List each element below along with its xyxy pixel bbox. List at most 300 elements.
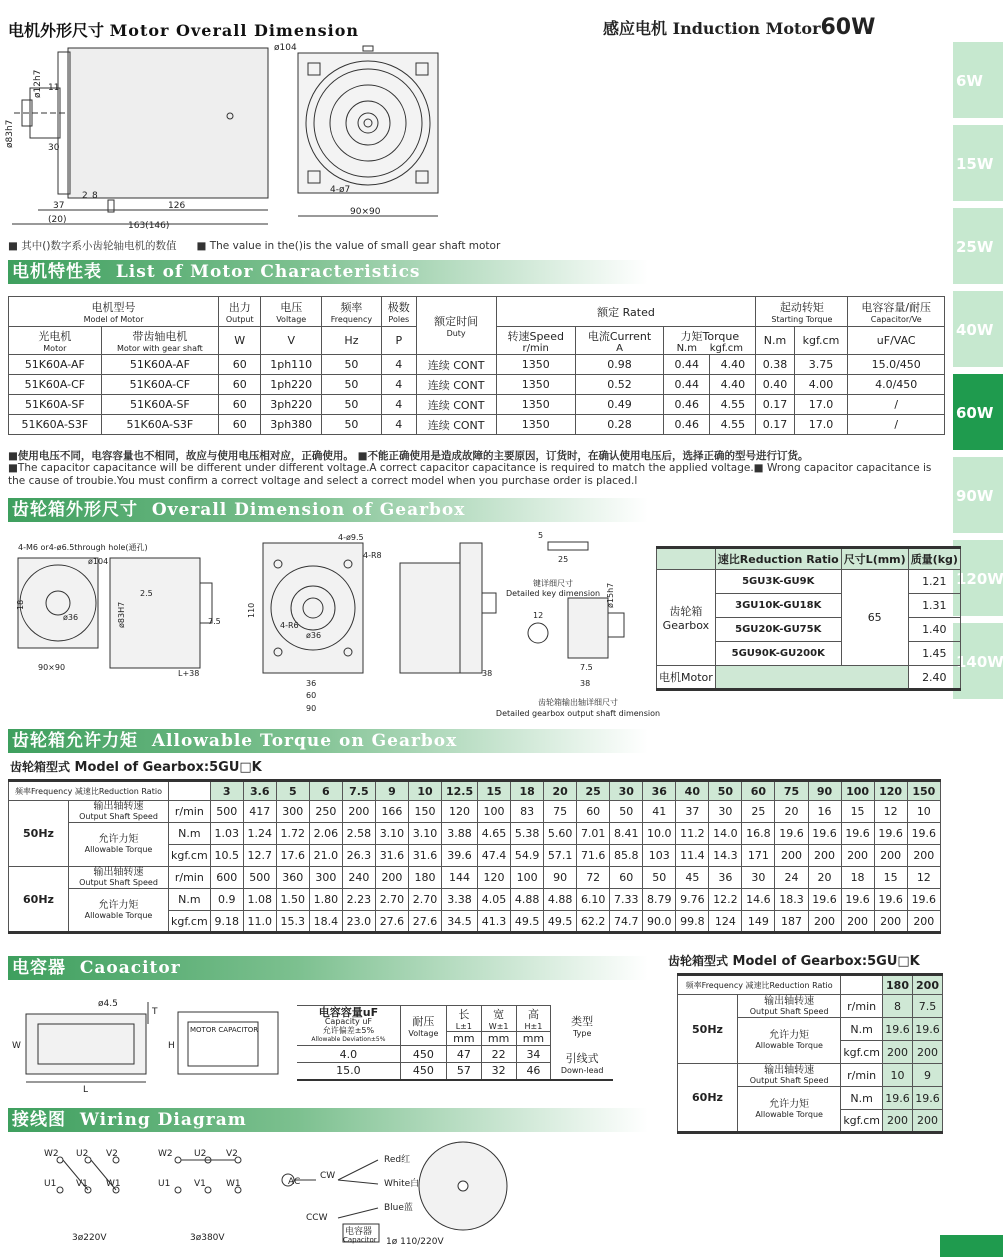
svg-text:5: 5 (538, 531, 544, 540)
char-note-cn: ■使用电压不同，电容容量也不相同，故应与使用电压相对应，正确使用。 ■不能正确使用是造成故障的主要原因，订货时，在确认使用电压后，选择正确的型号进行订货。 (8, 450, 809, 462)
char-table-cell: 1ph220 (261, 375, 322, 395)
char-table-cell: 4 (381, 415, 416, 435)
torque-cell: 200 (342, 801, 375, 823)
char-table-cell: 51K60A-AF (9, 355, 102, 375)
torque-cell (169, 781, 211, 801)
torque-cell: 18 (511, 781, 544, 801)
page-title: 电机外形尺寸 Motor Overall Dimension (8, 21, 360, 40)
torque-cell: 10 (408, 781, 441, 801)
torque-cell: 500 (210, 801, 243, 823)
torque-cell: 31.6 (408, 845, 441, 867)
dim-label: ø104 (274, 43, 297, 53)
torque-cell: 600 (210, 867, 243, 889)
torque-cell: 9 (375, 781, 408, 801)
torque-model-title: 齿轮箱型式 Model of Gearbox:5GU□K (10, 760, 262, 775)
torque-cell: 23.0 (342, 911, 375, 933)
torque-cell: 83 (511, 801, 544, 823)
torque-cell: 19.6 (775, 823, 808, 845)
torque-cell: 12.2 (709, 889, 742, 911)
char-table-cell: 51K60A-SF (9, 395, 102, 415)
char-table-cell: 1350 (496, 355, 575, 375)
torque-cell: r/min (169, 867, 211, 889)
th-cap-w: 宽 W±1 (481, 1006, 516, 1032)
torque-cell: 75 (775, 781, 808, 801)
char-table-cell: 3ph380 (261, 415, 322, 435)
svg-text:U1: U1 (44, 1179, 57, 1189)
motor-characteristics-table: 电机型号 Model of Motor 出力 Output 电压 Voltage 频率 Frequency 极数 Poles 额定时间 Duty 额定 Rated 起动转矩 Starting Torque 电容容量/耐压 Capacitor/Ve 光电机 Motor 带齿轴电机 Motor with gear shaft W V Hz P 转速Speed r/min 电流Current A 力矩Torque N.m kgf.cm N.m kgf.cm uF/VAC 51K60A-AF 51K60A-AF 60 1ph110 50 4 连续 CONT 1350 0.98 0.44 4.40 0.38 3.75 15.0/450 51K60A-CF 51K60A-CF 60 1ph220 50 4 连续 CONT 1350 0.52 0.44 4.40 0.40 4.00 4.0/450 51K60A-SF 51K60A-SF 60 3ph220 50 4 连续 CONT 1350 0.49 0.46 4.55 0.17 17.0 / 51K60A-S3F 51K60A-S3F 60 3ph380 50 4 连续 CONT 1350 0.28 0.46 4.55 0.17 17.0 / (8, 296, 945, 435)
svg-text:4-R6: 4-R6 (280, 621, 299, 630)
tab-25w[interactable]: 25W (953, 208, 1003, 284)
svg-text:ø36: ø36 (306, 631, 322, 640)
char-table-cell: 50 (322, 355, 382, 375)
torque-cell: 19.6 (874, 889, 907, 911)
torque-cell: 120 (874, 781, 907, 801)
torque-cell: 2.06 (309, 823, 342, 845)
torque-cell: 120 (478, 867, 511, 889)
dim-label: 2 (82, 191, 88, 201)
torque-cell: 49.5 (511, 911, 544, 933)
char-table-cell: 4 (381, 355, 416, 375)
char-table-cell: 0.46 (664, 395, 710, 415)
char-table-cell: 4.40 (710, 355, 756, 375)
char-table-cell: 17.0 (794, 415, 848, 435)
motor-type-title: 感应电机 Induction Motor60W (603, 15, 876, 40)
svg-text:W2: W2 (44, 1149, 59, 1159)
torque-cell: 19.6 (808, 889, 841, 911)
torque-cell: 180 (408, 867, 441, 889)
torque-cell: 6.10 (577, 889, 610, 911)
char-table-cell: 0.49 (575, 395, 663, 415)
torque-cell: 26.3 (342, 845, 375, 867)
svg-text:25: 25 (558, 555, 569, 564)
torque-cell: 90 (808, 781, 841, 801)
torque-cell: 25 (742, 801, 775, 823)
torque-cell: 36 (643, 781, 676, 801)
gearbox-label: 齿轮箱 Gearbox (657, 570, 716, 666)
svg-text:Capacitor: Capacitor (343, 1236, 377, 1244)
svg-text:V2: V2 (106, 1149, 118, 1159)
tab-6w[interactable]: 6W (953, 42, 1003, 118)
dim-label: 163(146) (128, 221, 170, 231)
char-table-cell: 51K60A-SF (101, 395, 218, 415)
tab-120w[interactable]: 120W (953, 540, 1003, 616)
torque-cell: 12.5 (442, 781, 478, 801)
torque-cell: 30 (742, 867, 775, 889)
torque-cell: kgf.cm (169, 845, 211, 867)
th-rated: 额定 Rated (496, 297, 756, 327)
svg-text:90: 90 (306, 704, 317, 713)
svg-text:T: T (152, 1007, 158, 1017)
th-cap-voltage: 耐压 Voltage (400, 1006, 446, 1046)
footer-green-bar (940, 1235, 1003, 1257)
char-table-row (9, 415, 945, 435)
torque-cell: 417 (243, 801, 276, 823)
svg-text:AC: AC (288, 1177, 301, 1187)
torque-cell: 74.7 (610, 911, 643, 933)
torque-cell: 50 (709, 781, 742, 801)
torque-cell: 60 (610, 867, 643, 889)
th-cap-h: 高 H±1 (516, 1006, 551, 1032)
char-table-cell: 3.75 (794, 355, 848, 375)
torque-cell: 12 (907, 867, 940, 889)
svg-text:38: 38 (580, 679, 591, 688)
torque-cell: 5.38 (511, 823, 544, 845)
torque-cell: 11.2 (676, 823, 709, 845)
torque-cell: 20 (544, 781, 577, 801)
svg-text:1ø 110/220V: 1ø 110/220V (386, 1237, 444, 1247)
torque-cell: 18.4 (309, 911, 342, 933)
torque-cell: 100 (841, 781, 874, 801)
torque-cell: 90 (544, 867, 577, 889)
torque-cell: 9.76 (676, 889, 709, 911)
torque-cell: 85.8 (610, 845, 643, 867)
svg-text:2.5: 2.5 (140, 589, 153, 598)
torque-cell: 7.33 (610, 889, 643, 911)
torque-cell: 5 (276, 781, 309, 801)
char-table-cell: 4 (381, 375, 416, 395)
torque-cell: 3.10 (375, 823, 408, 845)
torque-cell: 39.6 (442, 845, 478, 867)
torque-cell: 3.10 (408, 823, 441, 845)
svg-text:12: 12 (533, 611, 544, 620)
torque-cell: 149 (742, 911, 775, 933)
torque-cell: 50 (643, 867, 676, 889)
char-table-cell: / (848, 415, 945, 435)
svg-text:ø83H7: ø83H7 (117, 601, 126, 628)
torque-cell: 171 (742, 845, 775, 867)
torque-cell: 2.23 (342, 889, 375, 911)
svg-text:L+38: L+38 (178, 669, 200, 678)
torque-cell: 16.8 (742, 823, 775, 845)
section-gearbox-dimension: 齿轮箱外形尺寸 Overall Dimension of Gearbox (8, 498, 648, 522)
th-model: 电机型号 Model of Motor (9, 297, 219, 327)
dim-label: 37 (53, 201, 65, 211)
torque-cell: N.m (169, 889, 211, 911)
torque-cell: 124 (709, 911, 742, 933)
gearbox-mass-table: 速比Reduction Ratio 尺寸L(mm) 质量(kg) 齿轮箱 Gearbox 5GU3K-GU9K 65 1.21 3GU10K-GU18K 1.31 5GU20K-GU75K 1.40 5GU90K-GU200K 1.45 电机Motor 2.40 (656, 546, 961, 691)
torque-cell: 19.6 (907, 889, 940, 911)
tab-140w[interactable]: 140W (953, 623, 1003, 699)
torque-cell: 166 (375, 801, 408, 823)
svg-text:CW: CW (320, 1171, 336, 1181)
tab-40w[interactable]: 40W (953, 291, 1003, 367)
svg-text:4-R8: 4-R8 (363, 551, 382, 560)
svg-text:W1: W1 (106, 1179, 121, 1189)
char-table-cell: 0.46 (664, 415, 710, 435)
torque-cell: 62.2 (577, 911, 610, 933)
torque-cell: 144 (442, 867, 478, 889)
svg-text:38: 38 (482, 669, 493, 678)
torque-cell: 2.70 (375, 889, 408, 911)
svg-text:U1: U1 (158, 1179, 171, 1189)
torque-cell: 5.60 (544, 823, 577, 845)
torque-cell: 21.0 (309, 845, 342, 867)
svg-text:V2: V2 (226, 1149, 238, 1159)
svg-text:Red红: Red红 (384, 1155, 411, 1165)
torque-cell: 240 (342, 867, 375, 889)
torque-cell: 200 (808, 911, 841, 933)
torque-cell: 14.6 (742, 889, 775, 911)
allowable-torque-table-2: 频率Frequency 减速比Reduction Ratio 180 200 50Hz 输出轴转速 Output Shaft Speed r/min 8 7.5 允许力矩 Allowable Torque N.m 19.6 19.6 kgf.cm 200 200 60Hz 输出轴转速 Output Shaft Speed r/min 10 9 允许力矩 Allowable Torque N.m 19.6 19.6 kgf.cm 200 200 (677, 973, 943, 1134)
char-table-cell: 0.38 (756, 355, 794, 375)
torque-cell: 19.6 (874, 823, 907, 845)
th-duty: 额定时间 Duty (416, 297, 496, 355)
torque-cell: 31.6 (375, 845, 408, 867)
dim-label: 30 (48, 143, 60, 153)
torque-cell: 71.6 (577, 845, 610, 867)
torque-cell: 60 (742, 781, 775, 801)
torque-cell: 3.38 (442, 889, 478, 911)
svg-text:ø104: ø104 (88, 557, 109, 566)
motor-dim-note: ■ 其中()数字系小齿轮轴电机的数值 ■ The value in the()is the value of small gear shaft motor (8, 240, 501, 252)
char-table-cell: 60 (219, 355, 261, 375)
torque-cell: 200 (874, 845, 907, 867)
torque-cell: 200 (907, 911, 940, 933)
char-table-cell: 51K60A-AF (101, 355, 218, 375)
torque-cell: 200 (841, 845, 874, 867)
torque-cell: 16 (808, 801, 841, 823)
torque-cell: 72 (577, 867, 610, 889)
char-table-cell: 50 (322, 415, 382, 435)
torque-cell: 200 (874, 911, 907, 933)
th-cap-type: 类型 Type (571, 1015, 594, 1038)
dim-label: 126 (168, 201, 186, 211)
tab-15w[interactable]: 15W (953, 125, 1003, 201)
torque-cell: 14.0 (709, 823, 742, 845)
torque-cell: 频率Frequency 减速比Reduction Ratio (9, 781, 169, 801)
th-cap-l: 长 L±1 (446, 1006, 481, 1032)
torque-cell: 11.4 (676, 845, 709, 867)
char-table-cell: 1350 (496, 395, 575, 415)
char-table-cell: / (848, 395, 945, 415)
torque-cell: 200 (375, 867, 408, 889)
torque-cell: 7.5 (342, 781, 375, 801)
torque-cell: 3.88 (442, 823, 478, 845)
char-table-cell: 51K60A-CF (9, 375, 102, 395)
dim-label: 90×90 (350, 207, 381, 217)
char-table-cell: 50 (322, 395, 382, 415)
dim-label: ø12h7 (33, 69, 43, 98)
svg-text:Blue蓝: Blue蓝 (384, 1203, 413, 1213)
char-table-cell: 连续 CONT (416, 415, 496, 435)
torque-cell: 4.88 (511, 889, 544, 911)
char-table-cell: 1ph110 (261, 355, 322, 375)
torque-cell: 7.01 (577, 823, 610, 845)
char-table-cell: 连续 CONT (416, 355, 496, 375)
torque-cell: 4.65 (478, 823, 511, 845)
char-table-row (9, 395, 945, 415)
torque-cell: 45 (676, 867, 709, 889)
char-table-cell: 60 (219, 375, 261, 395)
char-table-cell: 4 (381, 395, 416, 415)
torque-cell: 200 (808, 845, 841, 867)
char-table-cell: 17.0 (794, 395, 848, 415)
torque-cell: 500 (243, 867, 276, 889)
torque-cell: 37 (676, 801, 709, 823)
torque-cell: 49.5 (544, 911, 577, 933)
torque-cell: 2.70 (408, 889, 441, 911)
char-table-cell: 4.55 (710, 395, 756, 415)
torque-cell: 15 (841, 801, 874, 823)
th-light-motor: 光电机 Motor (9, 327, 102, 355)
torque-cell: 150 (408, 801, 441, 823)
th-start: 起动转矩 Starting Torque (756, 297, 848, 327)
torque-cell: 1.08 (243, 889, 276, 911)
torque-cell: 19.6 (907, 823, 940, 845)
th-output: 出力 Output (219, 297, 261, 327)
char-table-row (9, 355, 945, 375)
torque-cell: 1.72 (276, 823, 309, 845)
torque-cell: 27.6 (375, 911, 408, 933)
torque-cell: 6 (309, 781, 342, 801)
char-table-cell: 4.40 (710, 375, 756, 395)
torque-cell: r/min (169, 801, 211, 823)
torque-cell: 75 (544, 801, 577, 823)
dim-label: 11 (48, 83, 60, 93)
svg-text:Detailed key dimension: Detailed key dimension (505, 589, 601, 598)
dim-label: 8 (92, 191, 98, 201)
torque-cell: 90.0 (643, 911, 676, 933)
char-table-cell: 4.0/450 (848, 375, 945, 395)
svg-text:3ø380V: 3ø380V (190, 1233, 225, 1243)
char-table-cell: 1350 (496, 415, 575, 435)
torque-cell: 360 (276, 867, 309, 889)
torque-cell: 50 (610, 801, 643, 823)
torque-cell: kgf.cm (169, 911, 211, 933)
svg-text:Detailed gearbox output shaft: Detailed gearbox output shaft dimension (495, 709, 661, 718)
char-table-cell: 连续 CONT (416, 395, 496, 415)
torque-cell: 输出轴转速 Output Shaft Speed (69, 801, 169, 823)
torque-cell: 103 (643, 845, 676, 867)
char-table-cell: 4.55 (710, 415, 756, 435)
svg-text:3ø220V: 3ø220V (72, 1233, 107, 1243)
svg-text:U2: U2 (76, 1149, 89, 1159)
torque-cell: 250 (309, 801, 342, 823)
char-table-cell: 1350 (496, 375, 575, 395)
torque-cell: N.m (169, 823, 211, 845)
char-table-cell: 15.0/450 (848, 355, 945, 375)
torque-cell: 1.80 (309, 889, 342, 911)
capacitor-table: 电容容量uF Capacity uF 允许偏差±5% Allowable Deviation±5% 耐压 Voltage 长 L±1 宽 W±1 高 H±1 类型 Type mm mm mm 4.0 450 47 22 34 引线式 Down-lead 15.0 450 57 32 46 (297, 1005, 613, 1081)
torque-cell: 17.6 (276, 845, 309, 867)
gearbox-dimension-drawing (8, 528, 661, 718)
th-poles: 极数 Poles (381, 297, 416, 327)
torque-cell: 10.5 (210, 845, 243, 867)
char-table-cell: 0.17 (756, 395, 794, 415)
dim-label: ø83h7 (5, 119, 15, 148)
torque-cell: 40 (676, 781, 709, 801)
char-table-cell: 4.00 (794, 375, 848, 395)
svg-text:7.5: 7.5 (580, 663, 593, 672)
svg-text:ø15h7: ø15h7 (606, 582, 615, 608)
svg-text:V1: V1 (76, 1179, 88, 1189)
th-speed: 转速Speed r/min (496, 327, 575, 355)
svg-text:4-M6 or4-ø6.5through hole(通孔): 4-M6 or4-ø6.5through hole(通孔) (18, 543, 148, 552)
torque-cell: 18.3 (775, 889, 808, 911)
th-capacity: 电容容量uF Capacity uF 允许偏差±5% Allowable Deviation±5% (297, 1006, 400, 1046)
allowable-torque-table (8, 779, 941, 934)
svg-text:键详细尺寸: 键详细尺寸 (533, 579, 573, 588)
svg-text:L: L (83, 1085, 89, 1095)
torque-cell: 47.4 (478, 845, 511, 867)
torque-cell: 1.03 (210, 823, 243, 845)
th-voltage: 电压 Voltage (261, 297, 322, 327)
char-table-cell: 0.40 (756, 375, 794, 395)
torque-cell: 2.58 (342, 823, 375, 845)
torque-cell: 19.6 (841, 823, 874, 845)
th-current: 电流Current A (575, 327, 663, 355)
motor-dimension-drawing (5, 38, 508, 238)
torque-cell: 60 (577, 801, 610, 823)
torque-cell: 12 (874, 801, 907, 823)
svg-text:W2: W2 (158, 1149, 173, 1159)
torque-cell: 4.05 (478, 889, 511, 911)
svg-text:36: 36 (306, 679, 317, 688)
section-motor-characteristics: 电机特性表 List of Motor Characteristics (8, 260, 648, 284)
torque-cell: 允许力矩 Allowable Torque (69, 823, 169, 867)
torque-cell: 50Hz (9, 801, 69, 867)
torque-cell: 12.7 (243, 845, 276, 867)
torque-cell: 20 (808, 867, 841, 889)
svg-text:4-ø9.5: 4-ø9.5 (338, 533, 364, 542)
torque-cell: 14.3 (709, 845, 742, 867)
wiring-diagram (8, 1138, 528, 1256)
torque-cell: 300 (309, 867, 342, 889)
torque-cell: 3.6 (243, 781, 276, 801)
char-table-cell: 0.44 (664, 355, 710, 375)
tab-60w[interactable]: 60W (953, 374, 1003, 450)
svg-text:ø36: ø36 (63, 613, 79, 622)
svg-text:18: 18 (16, 599, 25, 610)
torque-cell: 10.0 (643, 823, 676, 845)
torque-cell: 19.6 (808, 823, 841, 845)
char-table-cell: 60 (219, 415, 261, 435)
torque-cell: 200 (775, 845, 808, 867)
torque-cell: 15 (478, 781, 511, 801)
th-gear-motor: 带齿轴电机 Motor with gear shaft (101, 327, 218, 355)
char-table-cell: 0.17 (756, 415, 794, 435)
char-table-cell: 51K60A-S3F (101, 415, 218, 435)
torque-cell: 15.3 (276, 911, 309, 933)
dim-label: 4-ø7 (330, 185, 351, 195)
torque-cell: 1.50 (276, 889, 309, 911)
th-freq: 频率 Frequency (322, 297, 382, 327)
char-table-cell: 连续 CONT (416, 375, 496, 395)
torque-cell: 20 (775, 801, 808, 823)
char-table-row (9, 375, 945, 395)
char-table-cell: 0.28 (575, 415, 663, 435)
char-note-en: ■The capacitor capacitance will be different under different voltage.A correct capacitor capacitance is required to match the applied voltage.■ Wrong capacitor capacitance is the cause of troubie.You must confirm a correct voltage and select a correct model when you purchase order is placed.l (8, 462, 932, 487)
torque-cell: 4.88 (544, 889, 577, 911)
th-torque: 力矩Torque N.m kgf.cm (664, 327, 756, 355)
torque-cell: 54.9 (511, 845, 544, 867)
torque-cell: 57.1 (544, 845, 577, 867)
torque-cell: 3 (210, 781, 243, 801)
svg-text:H: H (168, 1041, 175, 1051)
svg-text:电容器: 电容器 (345, 1227, 373, 1237)
tab-90w[interactable]: 90W (953, 457, 1003, 533)
capacitor-drawing (8, 994, 293, 1094)
section-wiring-diagram: 接线图 Wiring Diagram (8, 1108, 648, 1132)
char-table-cell: 51K60A-S3F (9, 415, 102, 435)
torque-cell: 11.0 (243, 911, 276, 933)
char-table-cell: 0.52 (575, 375, 663, 395)
th-cap: 电容容量/耐压 Capacitor/Ve (848, 297, 945, 327)
torque-cell: 15 (874, 867, 907, 889)
torque-cell: 34.5 (442, 911, 478, 933)
torque2-model-title: 齿轮箱型式 Model of Gearbox:5GU□K (668, 954, 920, 969)
torque-cell: 150 (907, 781, 940, 801)
